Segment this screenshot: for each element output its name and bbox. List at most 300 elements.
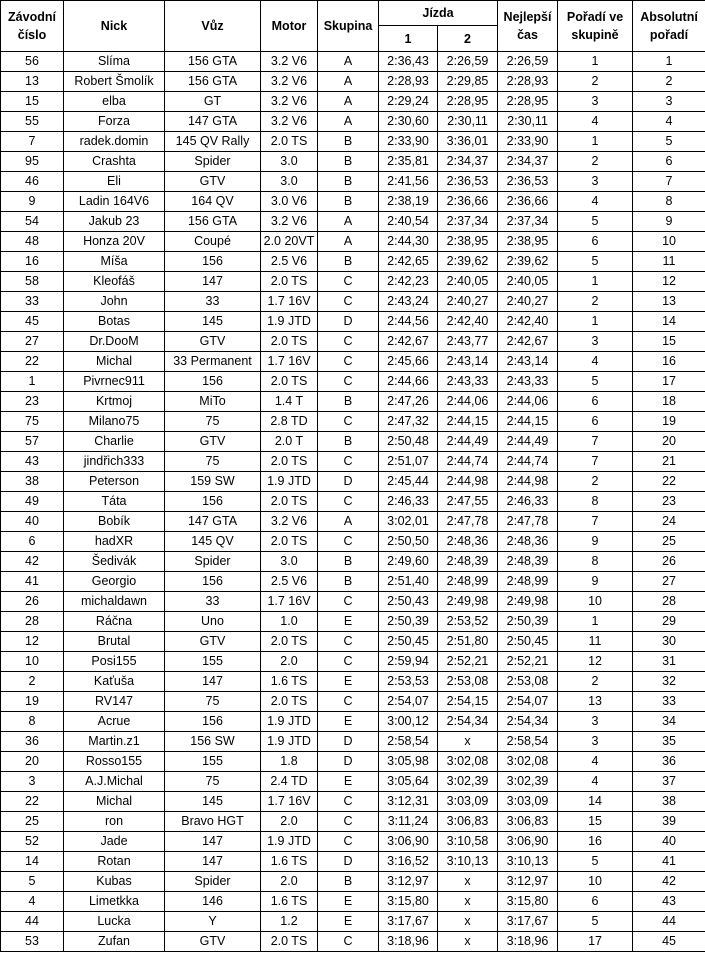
cell-poradi-skupina: 1 — [558, 52, 633, 72]
table-row — [1, 472, 705, 492]
cell-vuz: GTV — [165, 632, 261, 652]
cell-poradi-skupina: 3 — [558, 92, 633, 112]
cell-skupina: C — [318, 412, 379, 432]
cell-poradi-skupina: 8 — [558, 492, 633, 512]
cell-absolutni-poradi: 12 — [633, 272, 705, 292]
table-row — [1, 392, 705, 412]
cell-poradi-skupina: 5 — [558, 852, 633, 872]
cell-jizda-2: 2:48,36 — [438, 532, 498, 552]
cell-nejlepsi-cas: 3:18,96 — [498, 932, 558, 952]
table-row — [1, 612, 705, 632]
cell-jizda-1: 2:44,30 — [379, 232, 438, 252]
cell-motor: 2.0 — [261, 872, 318, 892]
cell-motor: 3.0 — [261, 552, 318, 572]
cell-absolutni-poradi: 27 — [633, 572, 705, 592]
cell-absolutni-poradi: 30 — [633, 632, 705, 652]
table-row — [1, 912, 705, 932]
cell-jizda-2: 2:47,78 — [438, 512, 498, 532]
header-motor: Motor — [261, 1, 318, 52]
cell-nejlepsi-cas: 2:28,93 — [498, 72, 558, 92]
cell-nick: Lucka — [64, 912, 165, 932]
cell-nick: Bobík — [64, 512, 165, 532]
cell-cislo: 36 — [1, 732, 64, 752]
table-row — [1, 812, 705, 832]
cell-vuz: GTV — [165, 332, 261, 352]
cell-jizda-1: 3:18,96 — [379, 932, 438, 952]
cell-vuz: 145 QV Rally — [165, 132, 261, 152]
cell-motor: 3.0 — [261, 172, 318, 192]
cell-nick: Michal — [64, 792, 165, 812]
cell-nick: elba — [64, 92, 165, 112]
cell-jizda-2: 2:44,74 — [438, 452, 498, 472]
cell-poradi-skupina: 2 — [558, 672, 633, 692]
cell-absolutni-poradi: 41 — [633, 852, 705, 872]
cell-nejlepsi-cas: 2:46,33 — [498, 492, 558, 512]
cell-vuz: Uno — [165, 612, 261, 632]
cell-nick: Robert Šmolík — [64, 72, 165, 92]
cell-skupina: B — [318, 132, 379, 152]
cell-poradi-skupina: 1 — [558, 612, 633, 632]
cell-nick: Rosso155 — [64, 752, 165, 772]
cell-nick: Honza 20V — [64, 232, 165, 252]
cell-vuz: Coupé — [165, 232, 261, 252]
cell-poradi-skupina: 2 — [558, 472, 633, 492]
cell-motor: 2.0 TS — [261, 932, 318, 952]
cell-jizda-1: 3:06,90 — [379, 832, 438, 852]
cell-cislo: 16 — [1, 252, 64, 272]
cell-nick: Michal — [64, 352, 165, 372]
cell-motor: 3.0 V6 — [261, 192, 318, 212]
cell-poradi-skupina: 7 — [558, 452, 633, 472]
cell-poradi-skupina: 6 — [558, 392, 633, 412]
cell-jizda-2: 2:42,40 — [438, 312, 498, 332]
cell-jizda-2: 2:44,15 — [438, 412, 498, 432]
cell-jizda-2: 2:49,98 — [438, 592, 498, 612]
table-row — [1, 152, 705, 172]
cell-nick: radek.domin — [64, 132, 165, 152]
cell-nick: Slíma — [64, 52, 165, 72]
cell-nick: Crashta — [64, 152, 165, 172]
cell-jizda-2: 2:48,99 — [438, 572, 498, 592]
cell-skupina: E — [318, 672, 379, 692]
cell-nick: Zufan — [64, 932, 165, 952]
table-row — [1, 272, 705, 292]
cell-cislo: 52 — [1, 832, 64, 852]
table-row — [1, 792, 705, 812]
cell-jizda-1: 3:05,98 — [379, 752, 438, 772]
cell-motor: 3.0 — [261, 152, 318, 172]
cell-cislo: 8 — [1, 712, 64, 732]
cell-nick: Jakub 23 — [64, 212, 165, 232]
cell-jizda-2: 3:10,13 — [438, 852, 498, 872]
cell-nejlepsi-cas: 2:39,62 — [498, 252, 558, 272]
cell-jizda-1: 2:44,66 — [379, 372, 438, 392]
cell-nejlepsi-cas: 3:03,09 — [498, 792, 558, 812]
cell-absolutni-poradi: 17 — [633, 372, 705, 392]
cell-jizda-2: 2:28,95 — [438, 92, 498, 112]
cell-poradi-skupina: 10 — [558, 592, 633, 612]
table-row — [1, 652, 705, 672]
cell-absolutni-poradi: 15 — [633, 332, 705, 352]
cell-vuz: 33 — [165, 292, 261, 312]
cell-nick: Jade — [64, 832, 165, 852]
cell-vuz: 75 — [165, 452, 261, 472]
table-body — [1, 52, 705, 952]
cell-jizda-2: 2:54,15 — [438, 692, 498, 712]
cell-jizda-2: 2:30,11 — [438, 112, 498, 132]
table-row — [1, 112, 705, 132]
cell-motor: 3.2 V6 — [261, 52, 318, 72]
cell-motor: 2.8 TD — [261, 412, 318, 432]
cell-nejlepsi-cas: 2:44,74 — [498, 452, 558, 472]
cell-absolutni-poradi: 16 — [633, 352, 705, 372]
table-row — [1, 552, 705, 572]
cell-nick: Kaťuša — [64, 672, 165, 692]
cell-poradi-skupina: 1 — [558, 272, 633, 292]
cell-cislo: 6 — [1, 532, 64, 552]
table-row — [1, 312, 705, 332]
cell-jizda-2: 2:38,95 — [438, 232, 498, 252]
cell-jizda-2: 2:44,98 — [438, 472, 498, 492]
cell-cislo: 5 — [1, 872, 64, 892]
cell-nick: Charlie — [64, 432, 165, 452]
cell-poradi-skupina: 1 — [558, 132, 633, 152]
cell-poradi-skupina: 4 — [558, 772, 633, 792]
cell-nick: John — [64, 292, 165, 312]
cell-jizda-2: 2:36,66 — [438, 192, 498, 212]
cell-jizda-1: 2:50,39 — [379, 612, 438, 632]
cell-nejlepsi-cas: 2:50,45 — [498, 632, 558, 652]
cell-vuz: 156 — [165, 572, 261, 592]
cell-poradi-skupina: 5 — [558, 372, 633, 392]
cell-motor: 2.5 V6 — [261, 572, 318, 592]
cell-vuz: 145 — [165, 312, 261, 332]
cell-cislo: 26 — [1, 592, 64, 612]
cell-jizda-2: 2:52,21 — [438, 652, 498, 672]
cell-motor: 1.6 TS — [261, 892, 318, 912]
cell-motor: 2.0 20VT — [261, 232, 318, 252]
cell-skupina: A — [318, 512, 379, 532]
cell-skupina: C — [318, 932, 379, 952]
table-row — [1, 592, 705, 612]
cell-poradi-skupina: 5 — [558, 212, 633, 232]
cell-jizda-2: 3:36,01 — [438, 132, 498, 152]
cell-skupina: D — [318, 472, 379, 492]
cell-jizda-2: x — [438, 892, 498, 912]
cell-motor: 2.0 TS — [261, 132, 318, 152]
cell-nejlepsi-cas: 3:02,39 — [498, 772, 558, 792]
cell-absolutni-poradi: 43 — [633, 892, 705, 912]
table-row — [1, 252, 705, 272]
cell-motor: 2.0 — [261, 812, 318, 832]
table-row — [1, 192, 705, 212]
table-row — [1, 832, 705, 852]
cell-jizda-1: 2:29,24 — [379, 92, 438, 112]
cell-skupina: C — [318, 832, 379, 852]
cell-jizda-1: 2:30,60 — [379, 112, 438, 132]
cell-motor: 2.0 TS — [261, 332, 318, 352]
cell-skupina: A — [318, 52, 379, 72]
cell-motor: 1.9 JTD — [261, 712, 318, 732]
cell-absolutni-poradi: 29 — [633, 612, 705, 632]
cell-jizda-1: 2:44,56 — [379, 312, 438, 332]
table-row — [1, 412, 705, 432]
cell-jizda-1: 2:38,19 — [379, 192, 438, 212]
cell-nejlepsi-cas: 2:48,36 — [498, 532, 558, 552]
cell-skupina: B — [318, 432, 379, 452]
cell-skupina: A — [318, 92, 379, 112]
cell-absolutni-poradi: 13 — [633, 292, 705, 312]
cell-skupina: B — [318, 172, 379, 192]
cell-vuz: 145 QV — [165, 532, 261, 552]
cell-nejlepsi-cas: 2:40,05 — [498, 272, 558, 292]
table-row — [1, 532, 705, 552]
cell-absolutni-poradi: 10 — [633, 232, 705, 252]
cell-poradi-skupina: 4 — [558, 112, 633, 132]
cell-poradi-skupina: 10 — [558, 872, 633, 892]
cell-skupina: E — [318, 892, 379, 912]
cell-absolutni-poradi: 14 — [633, 312, 705, 332]
cell-jizda-2: 3:03,09 — [438, 792, 498, 812]
cell-cislo: 7 — [1, 132, 64, 152]
cell-jizda-2: 3:10,58 — [438, 832, 498, 852]
cell-nejlepsi-cas: 2:28,95 — [498, 92, 558, 112]
cell-poradi-skupina: 17 — [558, 932, 633, 952]
cell-cislo: 42 — [1, 552, 64, 572]
cell-skupina: E — [318, 612, 379, 632]
cell-cislo: 13 — [1, 72, 64, 92]
cell-nejlepsi-cas: 2:50,39 — [498, 612, 558, 632]
cell-skupina: E — [318, 772, 379, 792]
cell-absolutni-poradi: 20 — [633, 432, 705, 452]
cell-motor: 1.7 16V — [261, 352, 318, 372]
cell-cislo: 53 — [1, 932, 64, 952]
cell-nick: Šedivák — [64, 552, 165, 572]
cell-skupina: A — [318, 212, 379, 232]
cell-jizda-2: 2:53,52 — [438, 612, 498, 632]
cell-jizda-2: 3:06,83 — [438, 812, 498, 832]
cell-cislo: 45 — [1, 312, 64, 332]
cell-nick: Martin.z1 — [64, 732, 165, 752]
cell-cislo: 27 — [1, 332, 64, 352]
cell-cislo: 56 — [1, 52, 64, 72]
cell-nejlepsi-cas: 2:30,11 — [498, 112, 558, 132]
cell-nejlepsi-cas: 2:53,08 — [498, 672, 558, 692]
cell-jizda-1: 2:50,45 — [379, 632, 438, 652]
cell-jizda-2: 2:54,34 — [438, 712, 498, 732]
cell-nejlepsi-cas: 2:49,98 — [498, 592, 558, 612]
cell-poradi-skupina: 9 — [558, 572, 633, 592]
cell-nejlepsi-cas: 2:42,40 — [498, 312, 558, 332]
cell-absolutni-poradi: 6 — [633, 152, 705, 172]
cell-poradi-skupina: 3 — [558, 712, 633, 732]
cell-nejlepsi-cas: 2:48,99 — [498, 572, 558, 592]
cell-absolutni-poradi: 39 — [633, 812, 705, 832]
cell-cislo: 54 — [1, 212, 64, 232]
cell-jizda-1: 2:36,43 — [379, 52, 438, 72]
cell-poradi-skupina: 11 — [558, 632, 633, 652]
header-jizda: Jízda — [379, 1, 498, 26]
cell-jizda-2: 2:43,77 — [438, 332, 498, 352]
cell-vuz: 147 — [165, 672, 261, 692]
cell-jizda-1: 2:43,24 — [379, 292, 438, 312]
cell-nick: Posi155 — [64, 652, 165, 672]
cell-nick: Ladin 164V6 — [64, 192, 165, 212]
cell-jizda-1: 3:00,12 — [379, 712, 438, 732]
cell-motor: 2.0 TS — [261, 492, 318, 512]
cell-motor: 1.9 JTD — [261, 832, 318, 852]
cell-absolutni-poradi: 23 — [633, 492, 705, 512]
cell-skupina: B — [318, 252, 379, 272]
cell-cislo: 48 — [1, 232, 64, 252]
cell-nejlepsi-cas: 2:43,14 — [498, 352, 558, 372]
cell-cislo: 44 — [1, 912, 64, 932]
cell-nejlepsi-cas: 2:52,21 — [498, 652, 558, 672]
cell-jizda-2: 2:29,85 — [438, 72, 498, 92]
cell-jizda-1: 2:41,56 — [379, 172, 438, 192]
cell-nick: hadXR — [64, 532, 165, 552]
table-row — [1, 732, 705, 752]
cell-jizda-1: 2:42,67 — [379, 332, 438, 352]
cell-jizda-2: 2:48,39 — [438, 552, 498, 572]
cell-nick: Milano75 — [64, 412, 165, 432]
cell-vuz: 147 GTA — [165, 512, 261, 532]
cell-jizda-1: 2:46,33 — [379, 492, 438, 512]
cell-jizda-2: 2:44,49 — [438, 432, 498, 452]
cell-nejlepsi-cas: 2:43,33 — [498, 372, 558, 392]
cell-cislo: 49 — [1, 492, 64, 512]
cell-absolutni-poradi: 7 — [633, 172, 705, 192]
cell-skupina: B — [318, 152, 379, 172]
cell-vuz: 147 — [165, 852, 261, 872]
cell-jizda-1: 3:05,64 — [379, 772, 438, 792]
cell-skupina: B — [318, 552, 379, 572]
cell-absolutni-poradi: 38 — [633, 792, 705, 812]
cell-jizda-2: 2:40,27 — [438, 292, 498, 312]
cell-nick: ron — [64, 812, 165, 832]
cell-vuz: MiTo — [165, 392, 261, 412]
cell-jizda-1: 2:42,23 — [379, 272, 438, 292]
cell-cislo: 46 — [1, 172, 64, 192]
cell-poradi-skupina: 6 — [558, 412, 633, 432]
cell-nick: Táta — [64, 492, 165, 512]
cell-vuz: 155 — [165, 652, 261, 672]
table-row — [1, 372, 705, 392]
cell-absolutni-poradi: 45 — [633, 932, 705, 952]
cell-nejlepsi-cas: 2:42,67 — [498, 332, 558, 352]
cell-absolutni-poradi: 42 — [633, 872, 705, 892]
cell-cislo: 22 — [1, 792, 64, 812]
cell-nick: Eli — [64, 172, 165, 192]
cell-jizda-1: 2:59,94 — [379, 652, 438, 672]
cell-poradi-skupina: 2 — [558, 72, 633, 92]
cell-cislo: 20 — [1, 752, 64, 772]
header-poradi-skupina: Pořadí ve skupině — [558, 1, 633, 52]
cell-motor: 2.0 — [261, 652, 318, 672]
cell-nick: Kubas — [64, 872, 165, 892]
cell-skupina: B — [318, 192, 379, 212]
cell-vuz: Bravo HGT — [165, 812, 261, 832]
cell-cislo: 58 — [1, 272, 64, 292]
cell-jizda-1: 2:45,44 — [379, 472, 438, 492]
cell-nejlepsi-cas: 2:37,34 — [498, 212, 558, 232]
cell-jizda-1: 2:47,32 — [379, 412, 438, 432]
header-jizda-2: 2 — [438, 26, 498, 52]
table-row — [1, 132, 705, 152]
header-cislo: Závodní číslo — [1, 1, 64, 52]
cell-jizda-2: x — [438, 732, 498, 752]
table-row — [1, 52, 705, 72]
cell-nick: Míša — [64, 252, 165, 272]
cell-vuz: 156 — [165, 492, 261, 512]
cell-jizda-1: 2:49,60 — [379, 552, 438, 572]
cell-poradi-skupina: 7 — [558, 512, 633, 532]
cell-nejlepsi-cas: 2:34,37 — [498, 152, 558, 172]
cell-jizda-1: 2:54,07 — [379, 692, 438, 712]
cell-motor: 1.7 16V — [261, 292, 318, 312]
cell-skupina: C — [318, 292, 379, 312]
cell-vuz: 156 GTA — [165, 72, 261, 92]
cell-skupina: B — [318, 872, 379, 892]
table-row — [1, 332, 705, 352]
cell-skupina: C — [318, 792, 379, 812]
cell-nejlepsi-cas: 2:26,59 — [498, 52, 558, 72]
cell-jizda-1: 3:12,31 — [379, 792, 438, 812]
cell-nejlepsi-cas: 3:06,83 — [498, 812, 558, 832]
cell-poradi-skupina: 12 — [558, 652, 633, 672]
cell-absolutni-poradi: 37 — [633, 772, 705, 792]
cell-nejlepsi-cas: 2:38,95 — [498, 232, 558, 252]
cell-nejlepsi-cas: 3:06,90 — [498, 832, 558, 852]
cell-jizda-1: 2:58,54 — [379, 732, 438, 752]
header-absolutni: Absolutní pořadí — [633, 1, 705, 52]
cell-vuz: Spider — [165, 152, 261, 172]
cell-poradi-skupina: 2 — [558, 292, 633, 312]
cell-nejlepsi-cas: 2:54,07 — [498, 692, 558, 712]
cell-nick: Botas — [64, 312, 165, 332]
cell-jizda-1: 2:50,43 — [379, 592, 438, 612]
table-row — [1, 492, 705, 512]
cell-nick: Rotan — [64, 852, 165, 872]
cell-poradi-skupina: 6 — [558, 892, 633, 912]
cell-skupina: A — [318, 232, 379, 252]
cell-absolutni-poradi: 28 — [633, 592, 705, 612]
cell-nick: A.J.Michal — [64, 772, 165, 792]
header-skupina: Skupina — [318, 1, 379, 52]
cell-nick: Georgio — [64, 572, 165, 592]
cell-jizda-2: 2:43,14 — [438, 352, 498, 372]
cell-cislo: 33 — [1, 292, 64, 312]
cell-cislo: 43 — [1, 452, 64, 472]
cell-skupina: E — [318, 912, 379, 932]
cell-vuz: 156 GTA — [165, 52, 261, 72]
cell-skupina: D — [318, 312, 379, 332]
cell-motor: 1.4 T — [261, 392, 318, 412]
cell-nick: Ráčna — [64, 612, 165, 632]
cell-cislo: 2 — [1, 672, 64, 692]
cell-absolutni-poradi: 19 — [633, 412, 705, 432]
cell-skupina: A — [318, 72, 379, 92]
cell-jizda-2: x — [438, 932, 498, 952]
cell-cislo: 9 — [1, 192, 64, 212]
cell-motor: 2.0 T — [261, 432, 318, 452]
cell-nick: Krtmoj — [64, 392, 165, 412]
cell-cislo: 23 — [1, 392, 64, 412]
table-row — [1, 572, 705, 592]
cell-motor: 3.2 V6 — [261, 112, 318, 132]
cell-motor: 1.9 JTD — [261, 312, 318, 332]
table-row — [1, 72, 705, 92]
